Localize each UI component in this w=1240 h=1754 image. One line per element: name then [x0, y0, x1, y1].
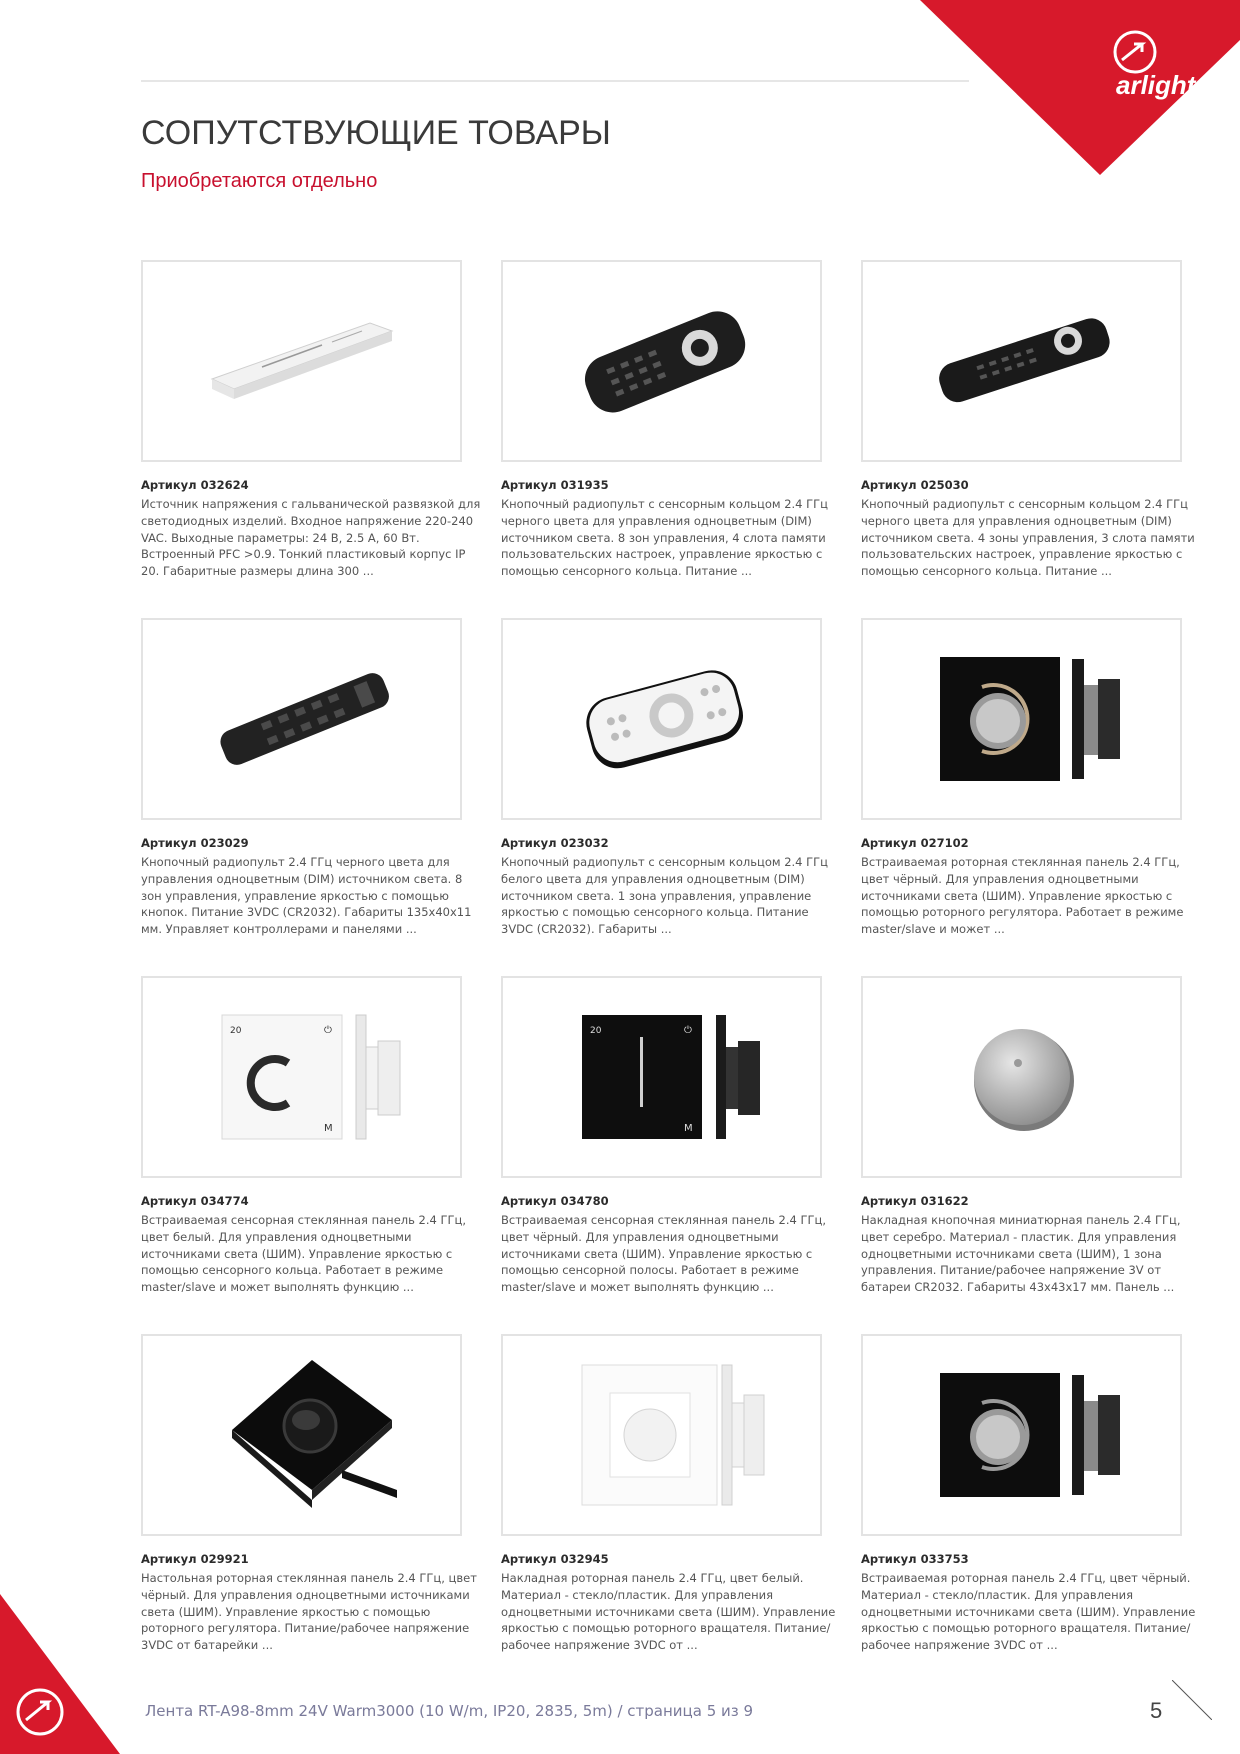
product-card[interactable]	[861, 1334, 1196, 1654]
product-article: Артикул 033753	[861, 1552, 969, 1566]
product-article: Артикул 031622	[861, 1194, 969, 1208]
product-description: Кнопочный радиопульт с сенсорным кольцом 2.4 ГГц черного цвета для управления одноцветным (DIM) источником света. 4 зоны управления, 3 слота памяти пользовательских настроек, управление яркостью с помощью сенсорного кольца. Питание ...	[861, 497, 1195, 579]
product-description: Встраиваемая роторная панель 2.4 ГГц, цвет чёрный. Материал - стекло/пластик. Для управления одноцветными источниками света (ШИМ). Управление яркостью с помощью роторного вращателя. Питание/рабочее напряжение 3VDC от ...	[861, 1571, 1196, 1653]
page-number: 5	[1150, 1698, 1163, 1723]
product-article: Артикул 032624	[141, 478, 249, 492]
power-supply-image	[141, 260, 462, 462]
product-article: Артикул 023032	[501, 836, 609, 850]
product-article: Артикул 023029	[141, 836, 249, 850]
page-subtitle: Приобретаются отдельно	[141, 170, 378, 192]
product-card[interactable]	[501, 618, 828, 938]
product-card[interactable]	[861, 618, 1182, 938]
remote-ring-black-image	[501, 260, 822, 462]
product-article: Артикул 034780	[501, 1194, 609, 1208]
rotary-panel-white-image	[501, 1334, 822, 1536]
product-card[interactable]	[141, 976, 467, 1296]
mini-button-silver-image	[861, 976, 1182, 1178]
touch-panel-white-image	[141, 976, 462, 1178]
product-description: Накладная роторная панель 2.4 ГГц, цвет белый. Материал - стекло/пластик. Для управления одноцветными источниками света (ШИМ). Управление яркостью с помощью роторного вращателя. Питание/рабочее напряжение 3VDC от ...	[501, 1571, 836, 1653]
header-rule	[141, 80, 969, 82]
brand-corner-mark	[0, 1594, 120, 1754]
svg-text:arlight: arlight	[1116, 70, 1196, 100]
product-description: Накладная кнопочная миниатюрная панель 2.4 ГГц, цвет серебро. Материал - пластик. Для управления одноцветными источниками света (ШИМ), 1 зона управления. Питание/рабочее напряжение 3V от батареи CR2032. Габариты 43x43x17 мм. Панель ...	[861, 1213, 1181, 1295]
product-card[interactable]	[501, 1334, 836, 1654]
remote-ring-white-image	[501, 618, 822, 820]
product-card[interactable]	[501, 976, 827, 1296]
svg-text:⏻: ⏻	[323, 1025, 332, 1036]
product-description: Встраиваемая сенсорная стеклянная панель 2.4 ГГц, цвет белый. Для управления одноцветными источниками света (ШИМ). Управление яркостью с помощью сенсорного кольца. Работает в режиме master/slave и может выполнять функцию ...	[141, 1213, 467, 1295]
remote-buttons-black-image	[141, 618, 462, 820]
svg-text:⏻: ⏻	[683, 1025, 692, 1036]
product-card[interactable]	[501, 260, 828, 580]
footer-text: Лента RT-A98-8mm 24V Warm3000 (10 W/m, IP20, 2835, 5m) / страница 5 из 9	[145, 1702, 754, 1720]
product-card[interactable]	[861, 260, 1195, 580]
desk-rotary-black-image	[141, 1334, 462, 1536]
product-card[interactable]	[141, 618, 472, 938]
product-card[interactable]	[861, 976, 1182, 1296]
product-description: Встраиваемая роторная стеклянная панель 2.4 ГГц, цвет чёрный. Для управления одноцветными источниками света (ШИМ). Управление яркостью с помощью роторного регулятора. Работает в режиме master/slave и может ...	[861, 855, 1184, 937]
product-description: Встраиваемая сенсорная стеклянная панель 2.4 ГГц, цвет чёрный. Для управления одноцветными источниками света (ШИМ). Управление яркостью с помощью сенсорной полосы. Работает в режиме master/slave и может выполнять функцию ...	[501, 1213, 827, 1295]
rotary-panel-black-image	[861, 618, 1182, 820]
product-description: Источник напряжения с гальванической развязкой для светодиодных изделий. Входное напряжение 220-240 VAC. Выходные параметры: 24 В, 2.5 А, 60 Вт. Встроенный PFC >0.9. Тонкий пластиковый корпус IP 20. Габаритные размеры длина 300 ...	[141, 497, 481, 579]
svg-text:M: M	[683, 1123, 693, 1134]
product-card[interactable]	[141, 1334, 477, 1654]
product-article: Артикул 029921	[141, 1552, 249, 1566]
product-article: Артикул 032945	[501, 1552, 609, 1566]
remote-ring-black-image	[861, 260, 1182, 462]
product-article: Артикул 027102	[861, 836, 969, 850]
brand-corner-logo	[920, 0, 1240, 175]
product-article: Артикул 025030	[861, 478, 969, 492]
page-corner-line	[1172, 1680, 1212, 1720]
product-description: Кнопочный радиопульт с сенсорным кольцом 2.4 ГГц черного цвета для управления одноцветным (DIM) источником света. 8 зон управления, 4 слота памяти пользовательских настроек, управление яркостью с помощью сенсорного кольца. Питание ...	[501, 497, 828, 579]
touch-panel-black-image	[501, 976, 822, 1178]
page-title: СОПУТСТВУЮЩИЕ ТОВАРЫ	[141, 114, 611, 152]
svg-text:20: 20	[589, 1026, 601, 1036]
rotary-panel-black-image	[861, 1334, 1182, 1536]
product-article: Артикул 034774	[141, 1194, 249, 1208]
product-description: Кнопочный радиопульт с сенсорным кольцом 2.4 ГГц белого цвета для управления одноцветным (DIM) источником света. 1 зона управления, управление яркостью с помощью сенсорного кольца. Питание 3VDC (CR2032). Габариты ...	[501, 855, 828, 937]
svg-text:20: 20	[229, 1026, 241, 1036]
product-description: Кнопочный радиопульт 2.4 ГГц черного цвета для управления одноцветным (DIM) источником света. 8 зон управления, управление яркостью с помощью кнопок. Питание 3VDC (CR2032). Габариты 135x40x11 мм. Управляет контроллерами и панелями ...	[141, 855, 472, 937]
product-card[interactable]	[141, 260, 481, 580]
product-description: Настольная роторная стеклянная панель 2.4 ГГц, цвет чёрный. Для управления одноцветными источниками света (ШИМ). Управление яркостью с помощью роторного регулятора. Питание/рабочее напряжение 3VDC от батарейки ...	[141, 1571, 477, 1653]
svg-text:M: M	[323, 1123, 333, 1134]
product-article: Артикул 031935	[501, 478, 609, 492]
